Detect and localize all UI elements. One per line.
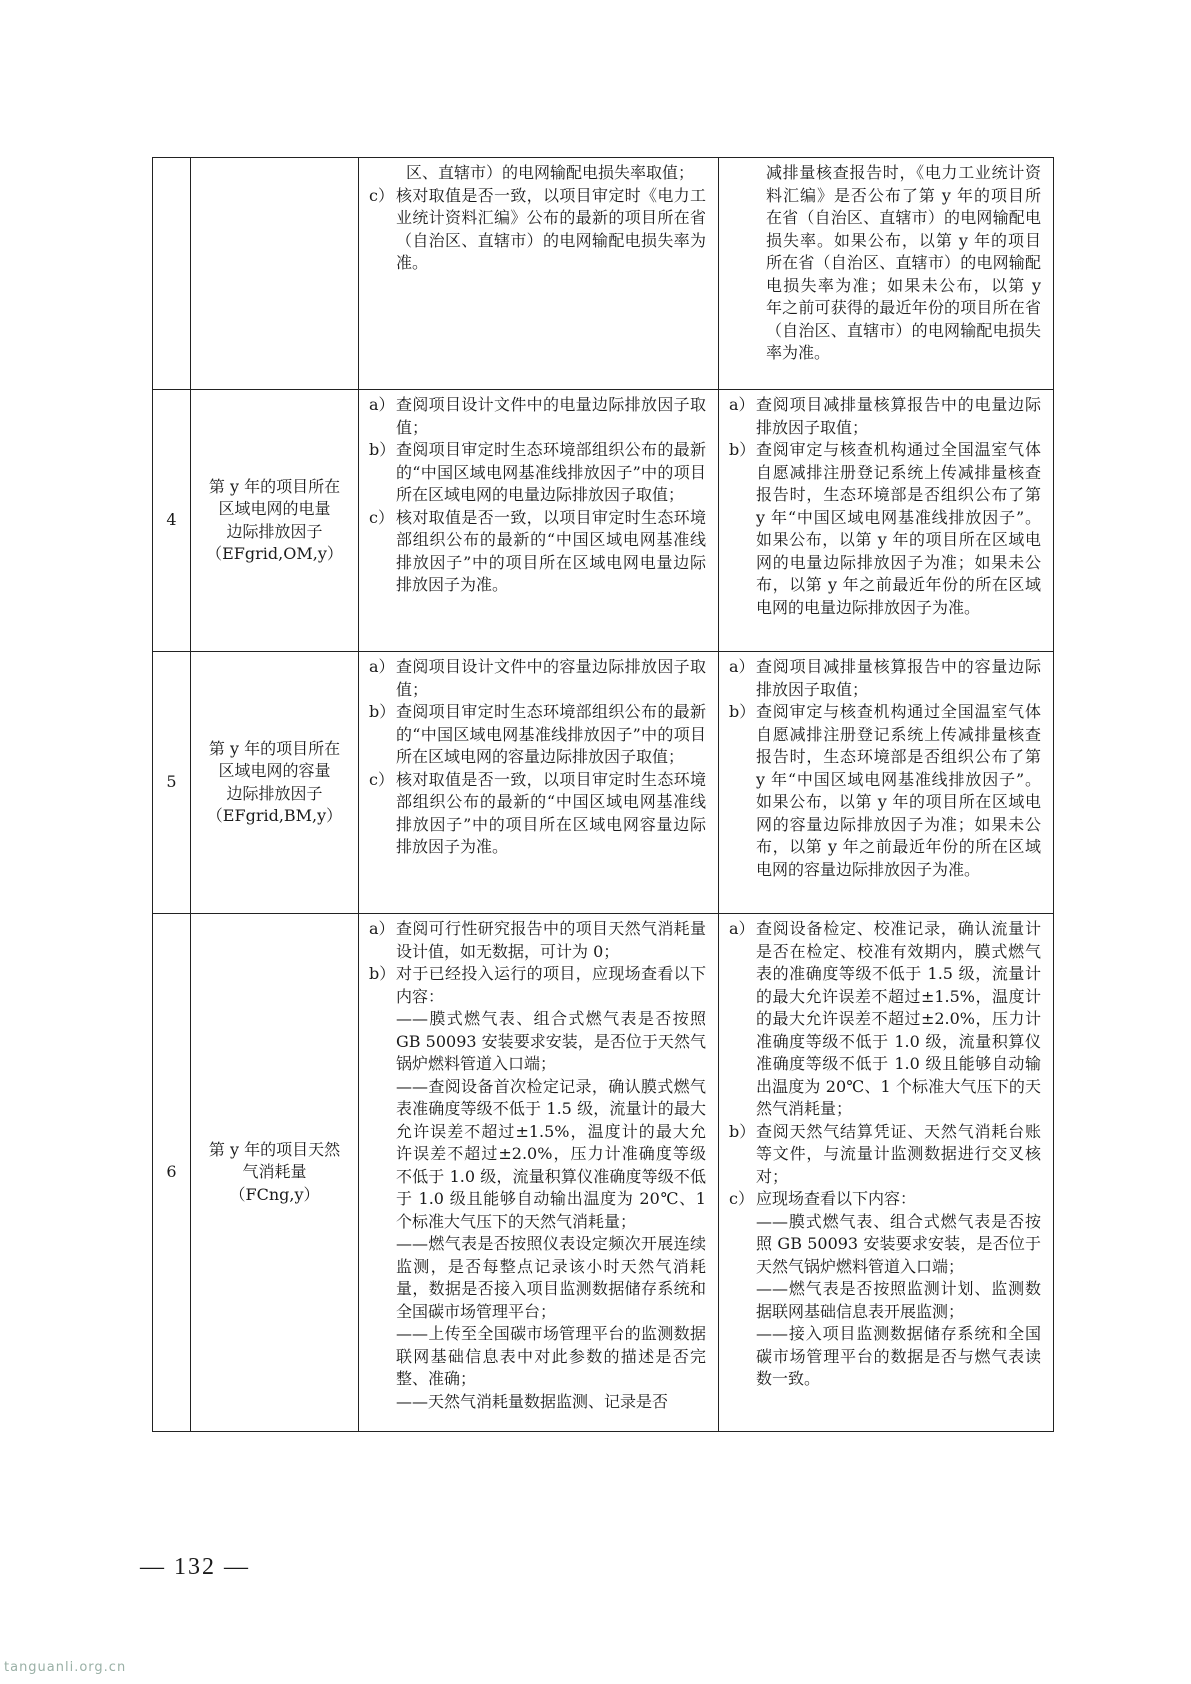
sub-item: ——上传至全国碳市场管理平台的监测数据联网基础信息表中对此参数的描述是否完整、准确； (396, 1324, 706, 1388)
table-row (153, 390, 1054, 652)
item-text: 查阅项目设计文件中的电量边际排放因子取值； (396, 395, 706, 437)
list-item (369, 769, 706, 859)
item-marker: c） (369, 769, 394, 789)
item-marker: c） (369, 185, 394, 205)
parameter-name (191, 914, 359, 1432)
item-text: 查阅项目减排量核算报告中的容量边际排放因子取值； (756, 657, 1041, 699)
table-row (153, 158, 1054, 390)
table-row (153, 652, 1054, 914)
item-marker: a） (729, 395, 755, 414)
item-marker: b） (729, 1121, 756, 1141)
verification-table (152, 157, 1054, 1432)
parameter-name-line: 边际排放因子 (226, 783, 323, 803)
validation-method-cell (359, 158, 719, 390)
item-marker: a） (729, 657, 755, 676)
list-item (369, 918, 706, 963)
sub-item: ——燃气表是否按照监测计划、监测数据联网基础信息表开展监测； (756, 1279, 1041, 1321)
page-number: — 132 — (140, 1554, 250, 1580)
item-marker: a） (369, 657, 395, 676)
watermark: tanguanli.org.cn (4, 1660, 127, 1675)
item-text: 查阅设备检定、校准记录，确认流量计是否在检定、校准有效期内，膜式燃气表的准确度等级不低于 1.5 级，流量计的最大允许误差不超过±1.5%，温度计的最大允许误差不超过±2.0%，压力计准确度等级不低于 1.0 级，流量积算仪准确度等级不低于 1.0 级且能够自动输出温度为 20℃、1 个标准大气压下的天然气消耗量； (756, 919, 1041, 1118)
item-text: 查阅审定与核查机构通过全国温室气体自愿减排注册登记系统上传减排量核查报告时，生态环境部是否组织公布了第 y 年“中国区域电网基准线排放因子”。如果公布，以第 y 年的项目所在区域电网的电量边际排放因子为准；如果未公布，以第 y 年之前最近年份的所在区域电网的电量边际排放因子为准。 (756, 440, 1041, 617)
list-item (369, 507, 706, 597)
list-item (729, 656, 1041, 701)
verification-method-cell (719, 914, 1054, 1432)
verification-method-cell (719, 652, 1054, 914)
list-item (729, 1188, 1041, 1211)
item-text: 核对取值是否一致，以项目审定时生态环境部组织公布的最新的“中国区域电网基准线排放因子”中的项目所在区域电网容量边际排放因子为准。 (396, 769, 706, 856)
list-item (369, 185, 706, 275)
list-item (369, 701, 706, 769)
list-item (729, 439, 1041, 619)
parameter-name-line: （FCng,y） (229, 1184, 320, 1204)
item-text: 查阅项目设计文件中的容量边际排放因子取值； (396, 657, 706, 699)
table-row (153, 914, 1054, 1432)
parameter-name (191, 158, 359, 390)
item-text: 对于已经投入运行的项目，应现场查看以下内容： (396, 964, 706, 1006)
row-number (153, 158, 191, 390)
item-text: 核对取值是否一致，以项目审定时《电力工业统计资料汇编》公布的最新的项目所在省（自治区、直辖市）的电网输配电损失率为准。 (396, 185, 706, 272)
list-item (369, 656, 706, 701)
parameter-name-line: 气消耗量 (242, 1162, 307, 1182)
item-marker: c） (729, 1189, 754, 1208)
sub-item: ——膜式燃气表、组合式燃气表是否按照 GB 50093 安装要求安装，是否位于天然气锅炉燃料管道入口端； (756, 1211, 1041, 1276)
item-text: 应现场查看以下内容： (756, 1189, 917, 1208)
list-item (729, 918, 1041, 1121)
item-text: 查阅项目审定时生态环境部组织公布的最新的“中国区域电网基准线排放因子”中的项目所在区域电网的容量边际排放因子取值； (396, 702, 706, 766)
parameter-name (191, 390, 359, 652)
parameter-name-line: （EFgrid,BM,y） (206, 806, 343, 825)
item-text: 查阅审定与核查机构通过全国温室气体自愿减排注册登记系统上传减排量核查报告时，生态环境部是否组织公布了第 y 年“中国区域电网基准线排放因子”。如果公布，以第 y 年的项目所在区域电网的容量边际排放因子为准；如果未公布，以第 y 年之前最近年份的所在区域电网的容量边际排放因子为准。 (756, 702, 1041, 879)
item-marker: b） (729, 702, 756, 721)
verification-method-cell (719, 390, 1054, 652)
item-marker: c） (369, 507, 394, 527)
item-marker: a） (369, 395, 395, 414)
list-item (729, 1121, 1041, 1189)
parameter-name-line: 边际排放因子 (226, 521, 323, 541)
sub-item: ——查阅设备首次检定记录，确认膜式燃气表准确度等级不低于 1.5 级，流量计的最大允许误差不超过±1.5%，温度计的最大允许误差不超过±2.0%，压力计准确度等级不低于 1.0 级，流量积算仪准确度等级不低于 1.0 级且能够自动输出温度为 20℃、1 个标准大气压下的天然气消耗量； (396, 1076, 706, 1231)
validation-method-cell (359, 914, 719, 1432)
item-marker: b） (369, 964, 396, 983)
validation-method-cell (359, 390, 719, 652)
item-text: 查阅可行性研究报告中的项目天然气消耗量设计值，如无数据，可计为 0； (396, 919, 706, 961)
parameter-name (191, 652, 359, 914)
item-text: 核对取值是否一致，以项目审定时生态环境部组织公布的最新的“中国区域电网基准线排放因子”中的项目所在区域电网电量边际排放因子为准。 (396, 507, 706, 594)
item-text: 查阅项目审定时生态环境部组织公布的最新的“中国区域电网基准线排放因子”中的项目所在区域电网的电量边际排放因子取值； (396, 440, 706, 504)
list-item (369, 394, 706, 439)
parameter-name-line: （EFgrid,OM,y） (206, 544, 343, 563)
continued-text: 减排量核查报告时，《电力工业统计资料汇编》是否公布了第 y 年的项目所在省（自治区、直辖市）的电网输配电损失率。如果公布，以第 y 年的项目所在省（自治区、直辖市）的电网输配电损失率为准；如果未公布，以第 y 年之前可获得的最近年份的项目所在省（自治区、直辖市）的电网输配电损失率为准。 (766, 163, 1041, 362)
item-marker: b） (369, 440, 396, 459)
row-number: 5 (153, 652, 191, 914)
list-item (729, 394, 1041, 439)
validation-method-cell (359, 652, 719, 914)
sub-item: ——燃气表是否按照仪表设定频次开展连续监测，是否每整点记录该小时天然气消耗量，数据是否接入项目监测数据储存系统和全国碳市场管理平台； (396, 1234, 706, 1321)
item-marker: b） (369, 702, 396, 721)
sub-item: ——膜式燃气表、组合式燃气表是否按照 GB 50093 安装要求安装，是否位于天然气锅炉燃料管道入口端； (396, 1009, 706, 1073)
parameter-name-line: 第 y 年的项目所在 (208, 738, 341, 758)
list-item (369, 963, 706, 1008)
item-text: 查阅项目减排量核算报告中的电量边际排放因子取值； (756, 395, 1041, 437)
item-marker: a） (729, 919, 755, 938)
sub-item: ——接入项目监测数据储存系统和全国碳市场管理平台的数据是否与燃气表读数一致。 (756, 1324, 1041, 1388)
parameter-name-line: 区域电网的容量 (218, 761, 331, 780)
sub-item: ——天然气消耗量数据监测、记录是否 (396, 1391, 669, 1411)
verification-method-cell (719, 158, 1054, 390)
parameter-name-line: 第 y 年的项目所在 (208, 476, 341, 496)
row-number: 6 (153, 914, 191, 1432)
list-item (369, 439, 706, 507)
item-marker: a） (369, 919, 395, 938)
parameter-name-line: 第 y 年的项目天然 (208, 1139, 341, 1159)
row-number: 4 (153, 390, 191, 652)
item-text: 查阅天然气结算凭证、天然气消耗台账等文件，与流量计监测数据进行交叉核对； (756, 1121, 1041, 1186)
item-marker: b） (729, 440, 756, 459)
parameter-name-line: 区域电网的电量 (218, 499, 331, 518)
continued-text: 区、直辖市）的电网输配电损失率取值； (406, 163, 695, 182)
list-item (729, 701, 1041, 881)
